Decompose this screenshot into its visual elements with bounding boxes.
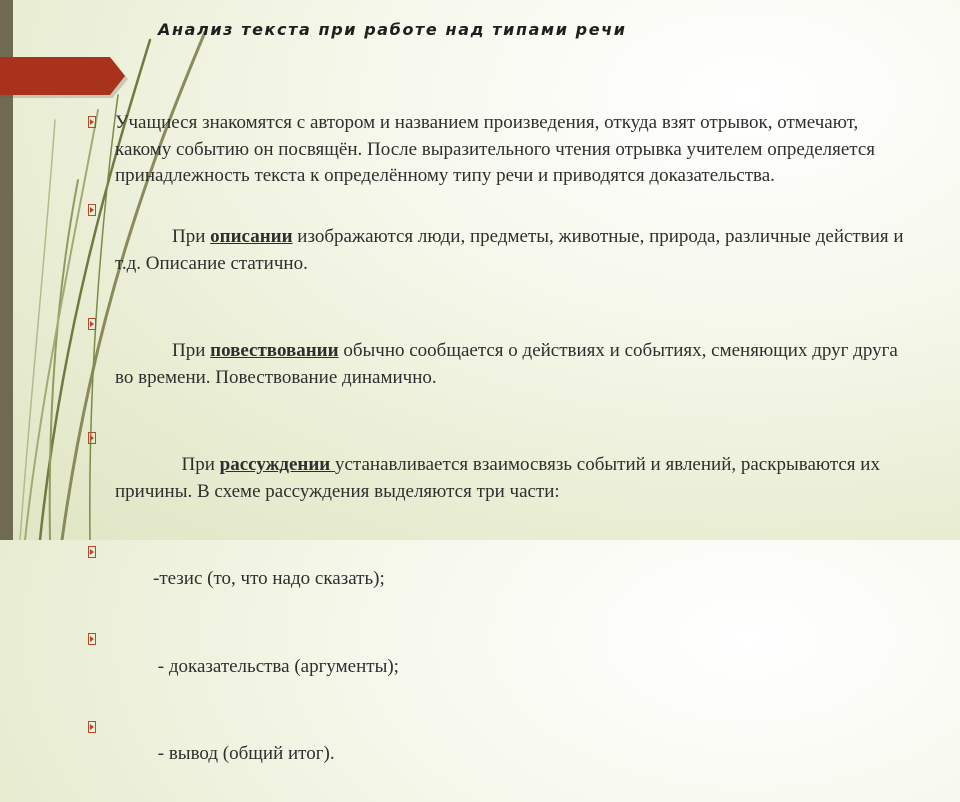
bullet-reasoning <box>88 426 918 532</box>
bullet-text: обычно сообщается о действиях и событиях, сменяющих друг друга во времени. Повествование динамично. <box>115 340 903 388</box>
bullet-thesis <box>88 540 918 620</box>
keyword-reasoning: рассуждении <box>219 454 335 475</box>
bullet-text: - доказательства (аргументы); <box>134 655 399 677</box>
bullet-prefix: При <box>134 340 211 361</box>
bullet-prefix: При <box>134 226 211 247</box>
bullet-narration <box>88 312 918 418</box>
bullet-icon <box>88 204 96 216</box>
bullet-arguments <box>88 627 918 707</box>
keyword-narration: повествовании <box>210 340 339 361</box>
bullet-icon <box>88 721 96 733</box>
bullet-text: устанавливается взаимосвязь событий и явлений, раскрываются их причины. В схеме рассуждения выделяются три части: <box>115 454 885 502</box>
bullet-icon <box>88 432 96 444</box>
bullet-icon <box>88 546 96 558</box>
bullet-icon <box>88 318 96 330</box>
bullet-text: изображаются люди, предметы, животные, природа, различные действия и т.д. Описание статично. <box>115 226 909 274</box>
bullet-prefix: При <box>134 454 220 475</box>
bullet-intro <box>88 110 918 190</box>
bullet-conclusion <box>88 715 918 795</box>
slide-title: Анализ текста при работе над типами речи <box>158 20 627 39</box>
bullet-icon <box>88 633 96 645</box>
bullet-text: -тезис (то, что надо сказать); <box>134 568 385 589</box>
bullet-description <box>88 198 918 304</box>
title-accent-tab <box>0 57 125 95</box>
keyword-description: описании <box>210 226 293 247</box>
bullet-text: Учащиеся знакомятся с автором и названием произведения, откуда взят отрывок, отмечают, какому событию он посвящён. После выразительного чтения отрывка учителем определяется принадлежность текста к определённому типу речи и приводятся доказательства. <box>115 112 875 186</box>
bullet-list <box>88 110 918 802</box>
bullet-icon <box>88 116 96 128</box>
bullet-text: - вывод (общий итог). <box>134 743 335 764</box>
